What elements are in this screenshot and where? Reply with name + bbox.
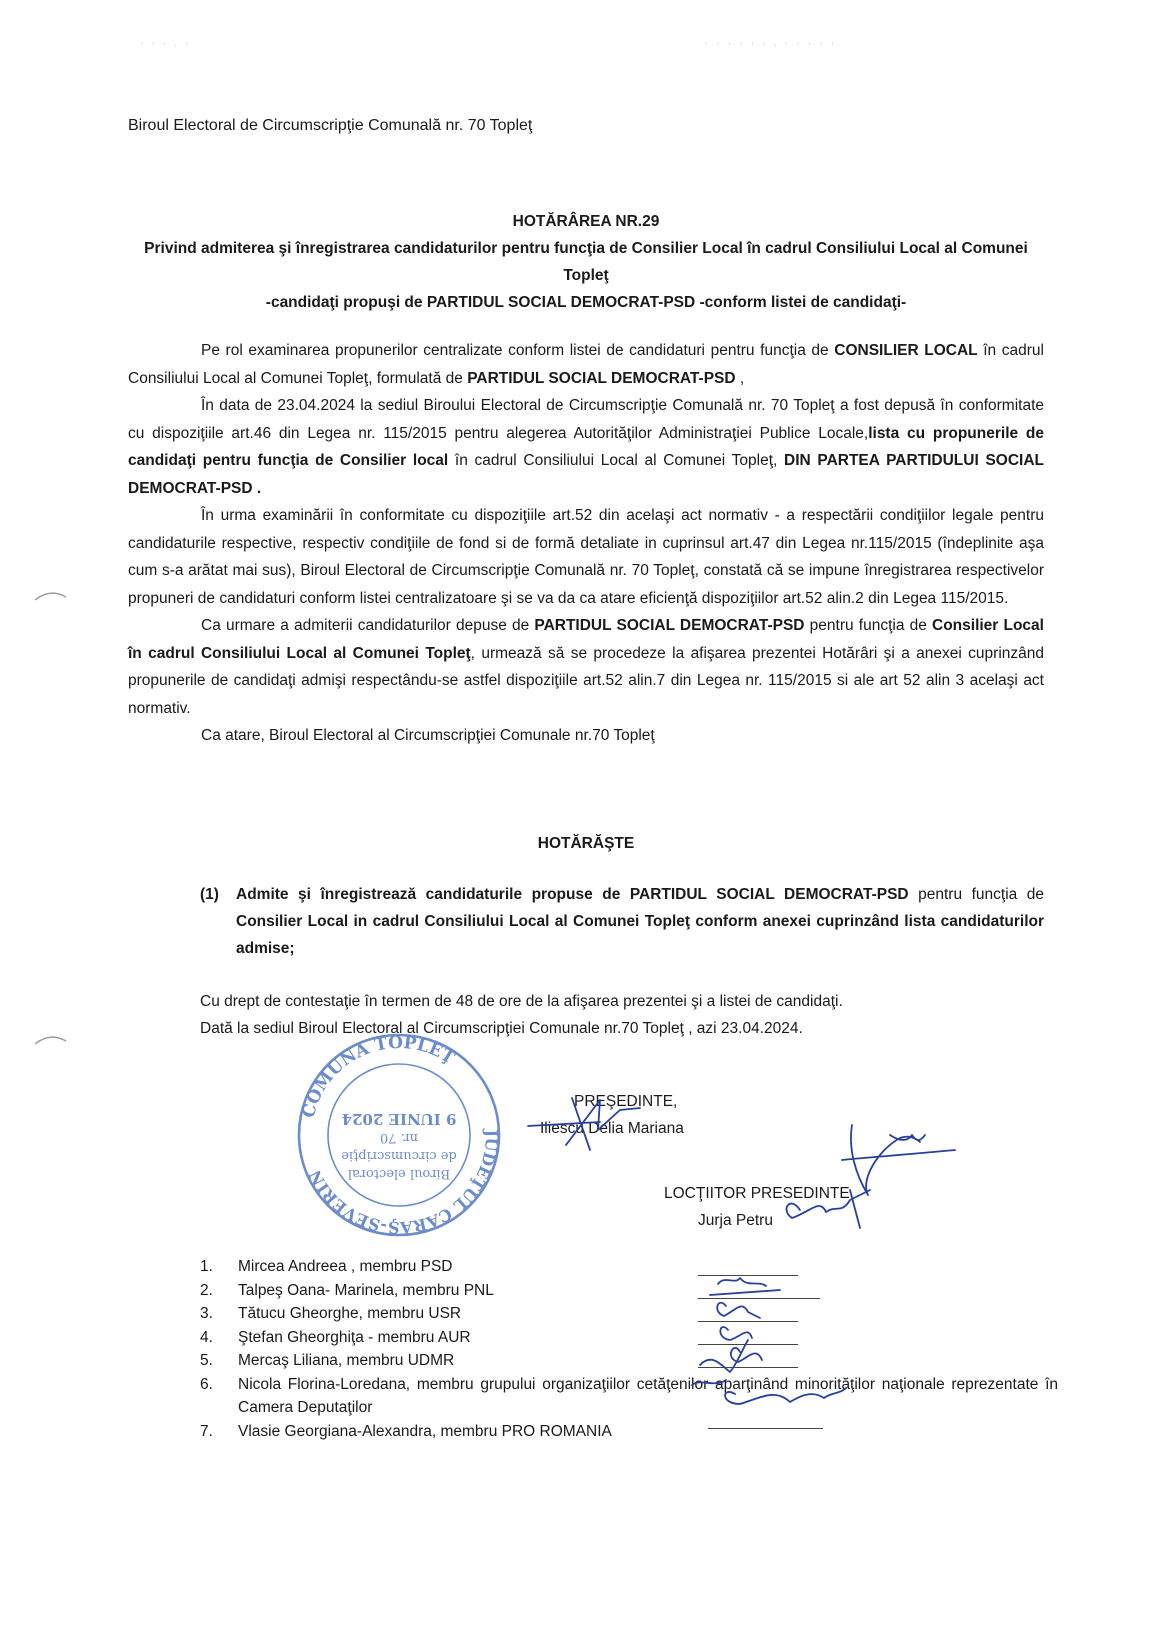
member-number: 7. <box>200 1422 213 1440</box>
member-item <box>200 1326 1060 1350</box>
recital-text: , urmează să se procedeze la afişarea prezentei Hotărâri şi a anexei cuprinzând propunerile de candidaţi admişi respectându-se astfel dispoziţiile art.52 alin.7 din Legea nr. 115/2015 si ale art 52 alin 3 acelaşi act normativ. <box>128 644 1045 717</box>
signature-line <box>698 1321 798 1322</box>
issuing-authority: Biroul Electoral de Circumscripţie Comunală nr. 70 Topleţ <box>128 117 533 134</box>
stamp-outer-top-text: COMUNA TOPLEŢ <box>298 1032 459 1121</box>
recital-paragraph <box>128 612 1044 722</box>
article-text-part: pentru funcţia de <box>908 886 1045 903</box>
signature-line <box>698 1344 798 1345</box>
member-text: Mercaş Liliana, membru UDMR <box>238 1352 455 1369</box>
decision-number: HOTĂRÂREA NR.29 <box>512 213 660 230</box>
member-item <box>200 1279 1060 1303</box>
recital-emphasis: Consilier Local în cadrul Consiliului Local al Comunei Topleţ <box>128 617 1044 662</box>
recital-emphasis: CONSILIER LOCAL <box>834 342 978 359</box>
official-stamp <box>299 1033 501 1237</box>
recital-emphasis: DIN PARTEA PARTIDULUI SOCIAL DEMOCRAT-PSD . <box>128 452 1045 497</box>
recital-paragraph: În urma examinării în conformitate cu dispoziţiile art.52 din acelaşi act normativ - a respectării condiţiilor legale pentru candidaturile respective, respectiv condiţiile de fond si de formă detaliate in cuprinsul art.47 din Legea nr.115/2015 (îndeplinite aşa cum s-a arătat mai sus), Biroul Electoral de Circumscripţie Comunală nr. 70 Topleţ, constată că se impune înregistrarea respectivelor propuneri de candidaturi conform listei centralizatoare şi se va da ca atare eficienţă dispoziţiilor art.52 alin.2 din Legea 115/2015. <box>128 507 1044 607</box>
article-text-part: Admite şi înregistrează candidaturile propuse de PARTIDUL SOCIAL DEMOCRAT-PSD <box>236 886 909 903</box>
recital-text: , <box>735 369 745 387</box>
article-number: (1) <box>200 886 219 903</box>
decides-heading: HOTĂRĂŞTE <box>537 835 635 852</box>
member-number: 3. <box>200 1305 213 1322</box>
stamp-outer-bottom-text: JUDEŢUL CARAŞ-SEVERIN <box>305 1129 502 1238</box>
punch-hole-mark <box>35 1037 66 1044</box>
member-number: 1. <box>200 1258 213 1275</box>
stamp-inner-text: nr. 70 <box>380 1130 418 1145</box>
article-text <box>236 881 1044 962</box>
stamp-inner-text: de circumscripţie <box>341 1148 457 1163</box>
stamp-outer-ring <box>298 1032 502 1238</box>
recital-text: Pe rol examinarea propunerilor centralizate conform listei de candidaturi pentru funcţia de <box>201 342 835 359</box>
member-number: 6. <box>200 1375 213 1393</box>
issue-date-line: Dată la sediul Biroul Electoral al Circumscripţiei Comunale nr.70 Topleţ , azi 23.04.2024. <box>200 1020 803 1037</box>
scan-artifact: · · · . · <box>140 38 192 48</box>
recital-text: în cadrul Consiliului Local al Comunei Topleţ, formulată de <box>128 342 1044 387</box>
member-text: Nicola Florina-Loredana, membru grupului organizaţiilor cetăţenilor aparţinând minorităţilor naţionale reprezentate în Camera Deputaţilor <box>238 1375 1058 1416</box>
member-item <box>200 1420 1060 1444</box>
scan-artifact: · · · · · · . · · · · · <box>705 38 837 48</box>
deputy-role: LOCŢIITOR PRESEDINTE, <box>664 1185 855 1202</box>
recital-paragraph <box>128 337 1044 392</box>
member-number: 4. <box>200 1328 213 1346</box>
member-item <box>200 1302 1060 1326</box>
article-text-part: Consilier Local in cadrul Consiliului Local al Comunei Topleţ conform anexei cuprinzând lista candidaturilor admise; <box>236 913 1044 957</box>
deputy-block <box>664 1180 854 1234</box>
decision-title-block <box>128 208 1044 316</box>
president-block <box>540 1088 684 1142</box>
member-text: Mircea Andreea , membru PSD <box>238 1258 453 1275</box>
recital-emphasis: PARTIDUL SOCIAL DEMOCRAT-PSD <box>467 369 736 387</box>
punch-hole-mark <box>35 593 66 600</box>
deputy-signature <box>842 1125 955 1195</box>
member-text: Talpeş Oana- Marinela, membru PNL <box>238 1281 494 1299</box>
member-text: Vlasie Georgiana-Alexandra, membru PRO ROMANIA <box>238 1422 612 1440</box>
president-name: Iliescu Delia Mariana <box>540 1120 684 1137</box>
recital-text: în cadrul Consiliului Local al Comunei Topleţ, <box>448 452 785 469</box>
recital-text: În data de 23.04.2024 la sediul Biroului Electoral de Circumscripţie Comunală nr. 70 Topleţ a fost depusă în conformitate cu dispoziţiile art.46 din Legea nr. 115/2015 pentru alegerea Autorităţilor Administraţiei Publice Locale, <box>128 397 1044 442</box>
member-item <box>200 1349 1060 1373</box>
stamp-inner-ring <box>328 1064 470 1206</box>
appeal-notice: Cu drept de contestaţie în termen de 48 de ore de la afişarea prezentei şi a listei de candidaţi. <box>200 993 843 1010</box>
member-number: 5. <box>200 1352 213 1369</box>
member-number: 2. <box>200 1281 213 1299</box>
member-item <box>200 1255 1060 1279</box>
signature-line <box>698 1275 798 1276</box>
signature-line <box>698 1298 820 1299</box>
deputy-name: Jurja Petru <box>698 1212 773 1229</box>
recital-paragraph <box>128 392 1044 502</box>
recital-paragraph: Ca atare, Biroul Electoral al Circumscripţiei Comunale nr.70 Topleţ <box>201 727 655 744</box>
recital-text: Ca urmare a admiterii candidaturilor depuse de <box>201 617 535 634</box>
signature-line <box>698 1367 798 1368</box>
decision-subject: Privind admiterea şi înregistrarea candidaturilor pentru funcţia de Consilier Local în cadrul Consiliului Local al Comunei Topleţ <box>144 240 1028 284</box>
stamp-inner-text: 9 IUNIE 2024 <box>341 1110 457 1128</box>
closing-statements <box>200 988 1060 1042</box>
recital-emphasis: lista cu propunerile de candidaţi pentru funcţia de Consilier local <box>128 424 1044 469</box>
member-text: Ştefan Gheorghiţa - membru AUR <box>238 1328 471 1346</box>
stamp-inner-text: Biroul electoral <box>347 1166 451 1181</box>
members-list <box>200 1255 1060 1443</box>
article-1 <box>200 881 1044 962</box>
member-item <box>200 1373 1060 1420</box>
recital-emphasis: PARTIDUL SOCIAL DEMOCRAT-PSD <box>534 617 805 634</box>
president-role: PREŞEDINTE, <box>574 1093 678 1110</box>
signature-line <box>708 1428 823 1429</box>
decision-party-line: -candidaţi propuşi de PARTIDUL SOCIAL DEMOCRAT-PSD -conform listei de candidaţi- <box>265 294 907 311</box>
recitals <box>128 337 1044 750</box>
member-text: Tătucu Gheorghe, membru USR <box>238 1305 462 1322</box>
recital-text: pentru funcţia de <box>804 617 933 634</box>
